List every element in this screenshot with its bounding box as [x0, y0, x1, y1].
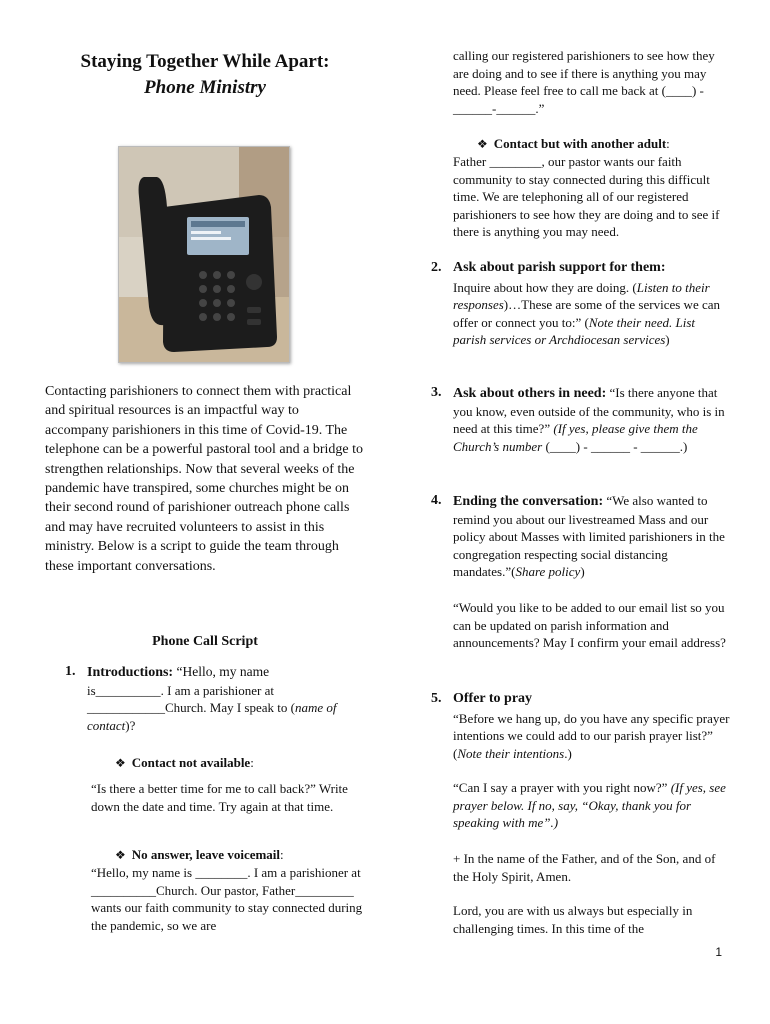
- item-text: )…These are some of the services we can offer or connect you to:” (: [453, 297, 721, 330]
- item-text: ): [580, 564, 585, 579]
- item-italic: Listen to their responses: [453, 279, 710, 312]
- item-text: (____) - ______ - ______.): [542, 438, 688, 454]
- item-heading: Introductions:: [87, 665, 174, 680]
- item-italic: name of contact: [87, 700, 337, 733]
- item-text: “We also wanted to remind you about our livestreamed Mass and our policy about Masses with limited parishioners in the congregation respecting social distancing mandates.”(: [453, 493, 725, 579]
- item-text: ): [665, 332, 670, 347]
- title-line-2: Phone Ministry: [144, 77, 266, 98]
- bullet-another-adult: [477, 135, 737, 154]
- item-ending-conversation: [431, 492, 730, 581]
- intro-paragraph: Contacting parishioners to connect them with practical and spiritual resources is an impactful way to accompany parishioners in this time of Covid-19. The telephone can be a powerful pastoral tool and a bridge to strengthen relationships. Now that several weeks of the pandemic have transpired, some churches might be on their second round of parishioner outreach phone calls and may have recruited volunteers to assist in this ministry. Below is a script to guide the team through these important conversations.: [45, 384, 363, 574]
- item-others-in-need: [431, 384, 730, 455]
- item-heading: Ask about parish support for them:: [453, 260, 666, 275]
- item-heading: Ask about others in need:: [453, 386, 607, 401]
- item-italic: (If yes, please give them the Church’s number: [453, 421, 698, 454]
- item-tail: )?: [125, 717, 136, 733]
- contact-not-available-text: “Is there a better time for me to call back?” Write down the date and time. Try again at that time.: [91, 781, 348, 814]
- bullet-contact-not-available: [115, 754, 365, 773]
- item-offer-to-pray: [431, 690, 730, 762]
- item-italic: Note their need. List parish services or Archdiocesan services: [453, 314, 696, 347]
- diamond-bullet-icon: ❖: [115, 848, 126, 862]
- item-number: 1.: [65, 664, 76, 679]
- pray-question: “Can I say a prayer with you right now?”: [453, 780, 671, 795]
- prayer-text: Lord, you are with us always but especially in challenging times. In this time of the: [453, 903, 693, 936]
- item-text: .): [564, 745, 572, 761]
- title-line-1: Staying Together While Apart:: [80, 51, 330, 72]
- bullet-colon: :: [250, 755, 254, 770]
- item-lead: “Hello, my name: [173, 664, 270, 679]
- voicemail-continued-text: calling our registered parishioners to see how they are doing and to see if there is anything you may need. Please feel free to call me back at (____) - ______-______.”: [453, 48, 715, 116]
- item-parish-support: [431, 259, 730, 349]
- script-heading: Phone Call Script: [152, 634, 258, 649]
- item-body: is__________. I am a parishioner at ____________Church. May I speak to (: [87, 682, 295, 715]
- sign-of-cross-text: + In the name of the Father, and of the Son, and of the Holy Spirit, Amen.: [453, 851, 716, 884]
- email-list-text: “Would you like to be added to our email list so you can be updated on parish information and announcements? May I confirm your email address?: [453, 600, 726, 650]
- pray-instruction: (If yes, see prayer below. If no, say, “Okay, thank you for speaking with me”.): [453, 780, 726, 830]
- pray-now-text: [453, 779, 730, 832]
- item-introductions: [65, 663, 365, 734]
- bullet-colon: :: [666, 136, 670, 151]
- bullet-heading: No answer, leave voicemail: [131, 847, 281, 862]
- item-text: “Before we hang up, do you have any specific prayer intentions we could add to our parish prayer list?” (: [453, 710, 730, 761]
- item-italic: Share policy: [515, 564, 581, 579]
- item-italic: Note their intentions: [457, 745, 565, 761]
- item-number: 2.: [431, 260, 442, 275]
- document-title: [45, 50, 365, 100]
- desk-phone-photo: [118, 146, 290, 363]
- item-text: “Is there anyone that you know, even outside of the community, who is in need at this time?”: [453, 385, 725, 436]
- item-text: Inquire about how they are doing. (: [453, 279, 637, 295]
- another-adult-text: Father ________, our pastor wants our faith community to stay connected during this difficult time. We are telephoning all of our registered parishioners to see how they are doing and to see if there is anything you may need.: [453, 154, 720, 239]
- item-number: 4.: [431, 493, 442, 508]
- page-number: 1: [715, 945, 722, 959]
- bullet-voicemail: [115, 846, 365, 865]
- diamond-bullet-icon: ❖: [115, 756, 126, 770]
- bullet-heading: Contact but with another adult: [493, 136, 667, 151]
- diamond-bullet-icon: ❖: [477, 137, 488, 151]
- bullet-colon: :: [280, 847, 284, 862]
- item-number: 3.: [431, 385, 442, 400]
- phone-illustration: [119, 147, 289, 362]
- item-heading: Ending the conversation:: [453, 494, 604, 509]
- voicemail-text: “Hello, my name is ________. I am a parishioner at __________Church. Our pastor, Father_________ wants our faith community to stay connected during the pandemic, so we are: [91, 865, 363, 933]
- item-heading: Offer to pray: [453, 691, 533, 706]
- bullet-heading: Contact not available: [131, 755, 251, 770]
- item-number: 5.: [431, 691, 442, 706]
